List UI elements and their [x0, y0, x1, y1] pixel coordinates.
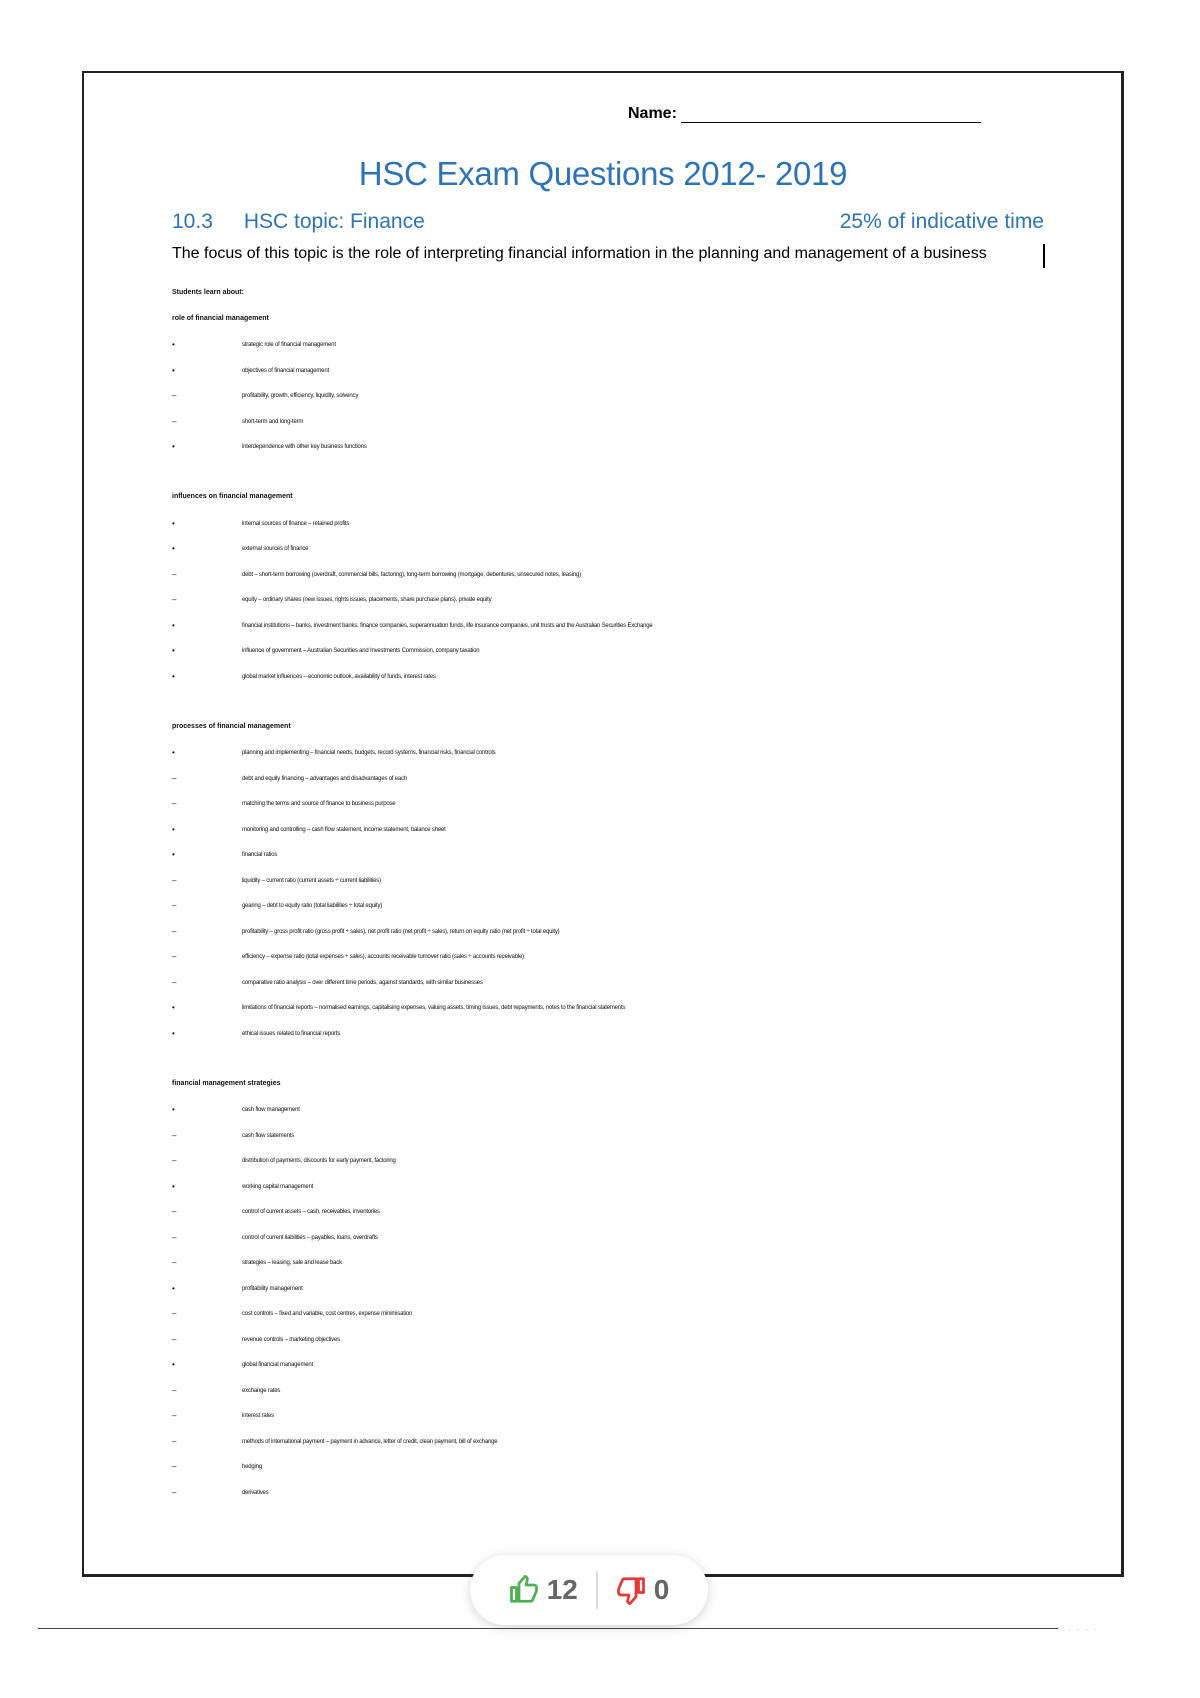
list-item [172, 1386, 1072, 1396]
list-item-text: comparative ratio analysis – over different time periods, against standards, with similar businesses [242, 979, 483, 986]
dash-marker: – [172, 391, 177, 400]
list-item [172, 1488, 1072, 1498]
list-item-text: financial ratios [242, 852, 278, 858]
list-item-text: financial institutions – banks, investment banks, finance companies, superannuation funds, life insurance companies, unit trusts and the Australian Securities Exchange [242, 622, 653, 629]
list-item-text: gearing – debt to equity ratio (total liabilities ÷ total equity) [242, 903, 383, 909]
dislike-count: 0 [653, 1574, 670, 1605]
list-item-text: objectives of financial management [242, 367, 329, 374]
list-item-text: debt and equity financing – advantages and disadvantages of each [242, 775, 408, 782]
dash-marker: – [172, 901, 177, 910]
list-item-text: profitability – gross profit ratio (gross profit ÷ sales), net profit ratio (net profit ÷ sales), return on equity ratio (net profit ÷ total equity) [242, 928, 560, 935]
bullet-marker: • [172, 671, 175, 681]
list-item [172, 544, 1072, 554]
list-item-text: liquidity – current ratio (current assets ÷ current liabilities) [242, 877, 381, 884]
list-item [172, 1029, 1072, 1039]
list-item [172, 1105, 1072, 1115]
bullet-marker: • [172, 1105, 175, 1114]
text-cursor [1043, 244, 1045, 268]
list-item [172, 1182, 1072, 1192]
name-label: Name: [628, 105, 677, 122]
list-item [172, 1437, 1072, 1447]
dash-marker: – [172, 799, 177, 808]
list-item [172, 391, 1072, 401]
list-item-text: debt – short-term borrowing (overdraft, commercial bills, factoring), long-term borrowing (mortgage, debentures, unsecured notes, leasing) [242, 571, 581, 578]
bullet-marker: • [172, 365, 175, 375]
section-heading: processes of financial management [172, 722, 291, 730]
list-item-text: planning and implementing – financial needs, budgets, record systems, financial risks, financial controls [242, 750, 496, 756]
dash-marker: – [172, 1487, 177, 1497]
list-item-text: exchange rates [242, 1387, 281, 1394]
list-item [172, 1462, 1072, 1472]
section-heading: influences on financial management [172, 493, 293, 500]
rating-widget [470, 1555, 708, 1625]
list-item [172, 1360, 1072, 1370]
dash-marker: – [172, 1258, 177, 1267]
bullet-marker: • [172, 748, 175, 757]
list-item-text: ethical issues related to financial reports [242, 1030, 341, 1037]
list-item-text: profitability management [242, 1285, 303, 1292]
like-count: 12 [546, 1574, 578, 1605]
list-item-text: matching the terms and source of finance to business purpose [242, 801, 396, 807]
list-item [172, 519, 1072, 529]
list-item [172, 1335, 1072, 1345]
list-item-text: cost controls – fixed and variable, cost centres, expense minimisation [242, 1311, 413, 1317]
dash-marker: – [172, 952, 177, 961]
list-item-text: control of current liabilities – payables, loans, overdrafts [242, 1234, 378, 1241]
bullet-marker: • [172, 646, 175, 655]
list-item [172, 570, 1072, 580]
list-item-text: strategies – leasing, sale and lease back [242, 1260, 342, 1266]
list-item [172, 978, 1072, 988]
footer-divider [38, 1628, 1058, 1629]
list-item-text: global market influences – economic outlook, availability of funds, interest rates [242, 673, 436, 680]
bullet-marker: • [172, 442, 175, 451]
list-item-text: control of current assets – cash, receivables, inventories [242, 1209, 380, 1215]
dash-marker: – [172, 1156, 177, 1165]
list-item [172, 1284, 1072, 1294]
bullet-marker: • [172, 1028, 175, 1038]
list-item [172, 774, 1072, 784]
list-item [172, 621, 1072, 631]
list-item-text: internal sources of finance – retained profits [242, 520, 350, 527]
like-button[interactable] [509, 1574, 578, 1606]
topic-name: HSC topic: Finance [243, 210, 425, 233]
dash-marker: – [172, 1334, 177, 1344]
topic-number: 10.3 [172, 210, 213, 233]
list-item [172, 442, 1072, 452]
bullet-marker: • [172, 1283, 175, 1293]
list-item-text: interest rates [242, 1413, 274, 1419]
thumbs-down-icon [616, 1575, 646, 1605]
students-learn-about-label: Students learn about: [172, 289, 244, 296]
list-item [172, 366, 1072, 376]
dash-marker: – [172, 1232, 177, 1242]
list-item [172, 799, 1072, 809]
bullet-marker: • [172, 1003, 175, 1012]
bullet-marker: • [172, 824, 175, 834]
list-item-text: influence of government – Australian Securities and Investments Commission, company taxation [242, 648, 480, 654]
list-item [172, 952, 1072, 962]
list-item-text: efficiency – expense ratio (total expenses ÷ sales), accounts receivable turnover ratio (sales ÷ accounts receivable) [242, 954, 524, 960]
bullet-marker: • [172, 518, 175, 528]
list-item-text: limitations of financial reports – normalised earnings, capitalising expenses, valuing assets, timing issues, debt repayments, notes to the financial statements [242, 1005, 626, 1011]
list-item-text: global financial management [242, 1362, 313, 1368]
list-item [172, 417, 1072, 427]
list-item-text: strategic role of financial management [242, 342, 336, 348]
list-item-text: working capital management [242, 1183, 314, 1190]
dash-marker: – [172, 1309, 177, 1318]
list-item [172, 876, 1072, 886]
section-heading: financial management strategies [172, 1079, 281, 1087]
list-item [172, 672, 1072, 682]
list-item [172, 1309, 1072, 1319]
list-item [172, 825, 1072, 835]
name-blank-line [681, 104, 981, 123]
document-title: HSC Exam Questions 2012- 2019 [358, 155, 848, 192]
topic-focus: The focus of this topic is the role of interpreting financial information in the planning and management of a business [172, 245, 987, 262]
footer-dots: ···· [1068, 1625, 1103, 1634]
list-item [172, 1156, 1072, 1166]
list-item [172, 646, 1072, 656]
bullet-marker: • [172, 544, 175, 553]
dash-marker: – [172, 1385, 177, 1395]
list-item-text: profitability, growth, efficiency, liquidity, solvency [242, 393, 359, 399]
list-item [172, 748, 1072, 758]
topic-header [172, 210, 1044, 234]
rating-divider [596, 1571, 598, 1609]
dash-marker: – [172, 569, 177, 579]
dash-marker: – [172, 1411, 177, 1420]
list-item-text: methods of international payment – payment in advance, letter of credit, clean payment, bill of exchange [242, 1438, 498, 1445]
list-item [172, 901, 1072, 911]
list-item [172, 340, 1072, 350]
list-item-text: interdependence with other key business functions [242, 444, 367, 450]
list-item-text: derivatives [242, 1489, 269, 1496]
dash-marker: – [172, 1207, 177, 1216]
indicative-time: 25% of indicative time [839, 210, 1044, 233]
bullet-marker: • [172, 850, 175, 859]
list-item [172, 850, 1072, 860]
list-item [172, 595, 1072, 605]
dash-marker: – [172, 977, 177, 987]
bullet-marker: • [172, 340, 175, 349]
list-item-text: short-term and long-term [242, 418, 304, 425]
list-item-text: revenue controls – marketing objectives [242, 1336, 340, 1343]
list-item-text: external sources of finance [242, 546, 309, 552]
list-item [172, 927, 1072, 937]
list-item [172, 1207, 1072, 1217]
list-item [172, 1131, 1072, 1141]
dash-marker: – [172, 416, 177, 426]
dash-marker: – [172, 773, 177, 783]
list-item [172, 1258, 1072, 1268]
bullet-marker: • [172, 620, 175, 630]
list-item-text: distribution of payments, discounts for early payment, factoring [242, 1158, 396, 1164]
name-field [628, 104, 981, 123]
list-item-text: equity – ordinary shares (new issues, rights issues, placements, share purchase plans), private equity [242, 597, 492, 603]
dash-marker: – [172, 1130, 177, 1140]
dislike-button[interactable] [616, 1574, 670, 1606]
list-item [172, 1003, 1072, 1013]
bullet-marker: • [172, 1360, 175, 1369]
list-item-text: hedging [242, 1464, 262, 1470]
list-item-text: monitoring and controlling – cash flow statement, income statement, balance sheet [242, 826, 446, 833]
dash-marker: – [172, 926, 177, 936]
list-item [172, 1411, 1072, 1421]
list-item [172, 1233, 1072, 1243]
thumbs-up-icon [509, 1575, 539, 1605]
list-item-text: cash flow management [242, 1107, 300, 1113]
dash-marker: – [172, 595, 177, 604]
bullet-marker: • [172, 1181, 175, 1191]
dash-marker: – [172, 875, 177, 885]
dash-marker: – [172, 1462, 177, 1471]
list-item-text: cash flow statements [242, 1132, 295, 1139]
dash-marker: – [172, 1436, 177, 1446]
section-heading: role of financial management [172, 314, 269, 322]
